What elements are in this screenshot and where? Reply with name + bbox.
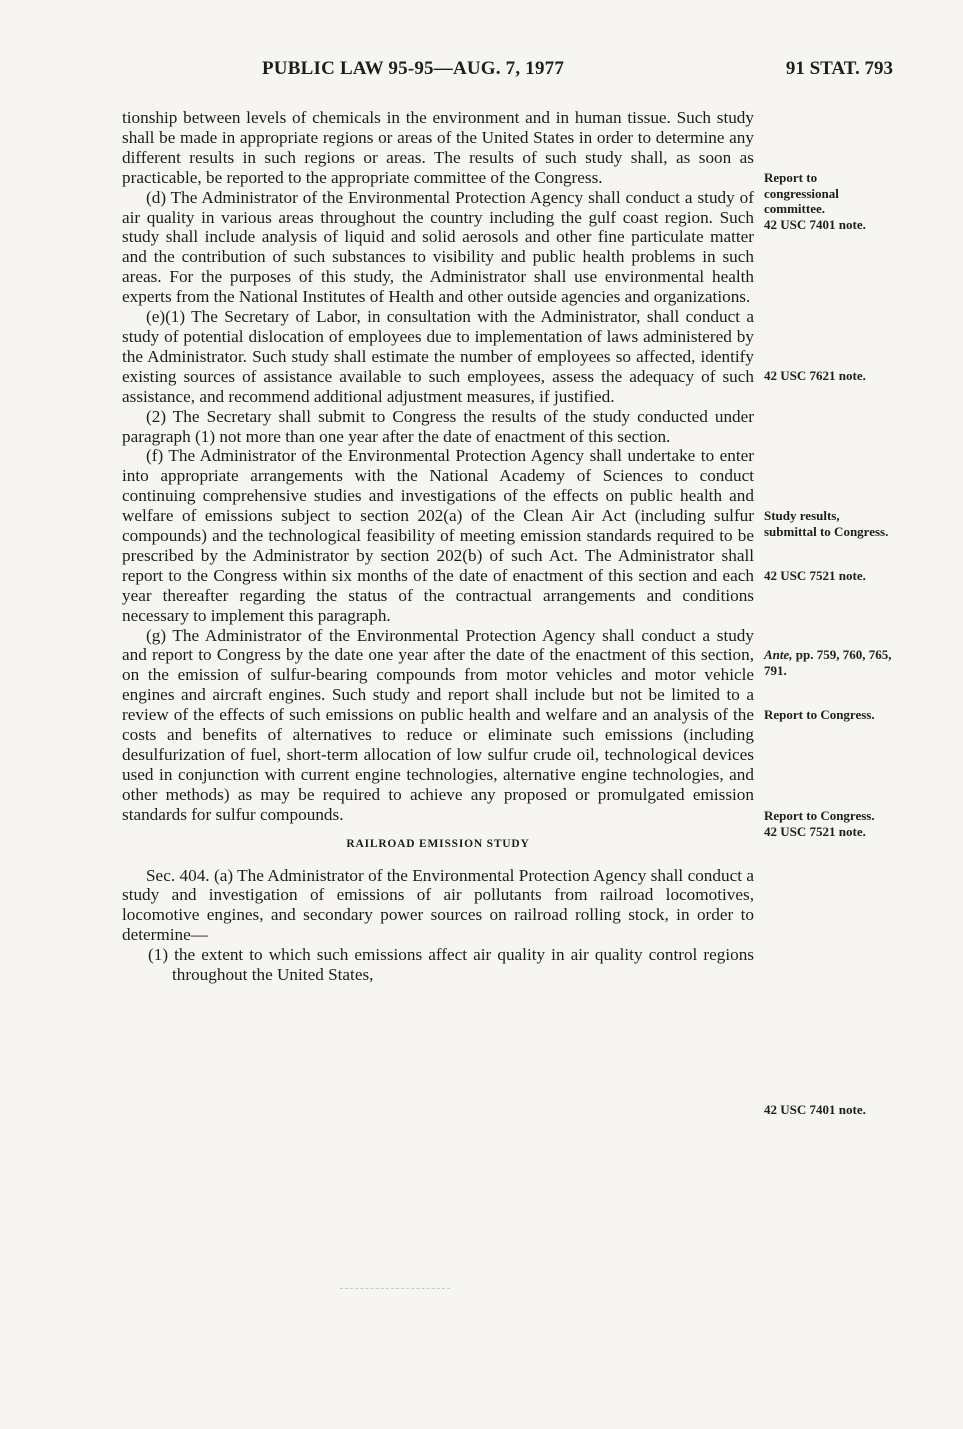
margin-note-ante-pages: pp. 759, 760, 765, 791. [764, 647, 892, 678]
margin-note-citation-7621: 42 USC 7621 note. [764, 368, 866, 383]
scan-mark [340, 1288, 450, 1292]
margin-note-report [764, 170, 894, 232]
statute-page-number: 91 STAT. 793 [785, 58, 893, 79]
paragraph-f: (f) The Administrator of the Environmental Protection Agency shall undertake to enter into appropriate arrangements with the National Academy of Sciences to conduct continuing comprehensive studies and investigations of the effects on public health and welfare of emissions subject to section 202(a) of the Clean Air Act (including sulfur compounds) and the technological feasibility of meeting emission standards required to be prescribed by the Administrator by section 202(b) of such Act. The Administrator shall report to the Congress within six months of the date of enactment of this section and each year thereafter regarding the status of the contractual arrangements and conditions necessary to implement this paragraph. [122, 446, 754, 625]
margin-note-study-results: Study results, submittal to Congress. [764, 508, 889, 539]
margin-note-citation-7401: 42 USC 7401 note. [764, 1102, 866, 1117]
margin-note-text: Report to congressional committee. [764, 170, 839, 216]
body-text [122, 108, 754, 985]
paragraph-sec-404: Sec. 404. (a) The Administrator of the Environmental Protection Agency shall conduct a study and investigation of emissions of air pollutants from railroad locomotives, locomotive engines, and secondary power sources on railroad rolling stock, in order to determine— [122, 865, 754, 945]
section-heading: RAILROAD EMISSION STUDY [346, 837, 530, 850]
paragraph-continuation: tionship between levels of chemicals in the environment and in human tissue. Such study shall be made in appropriate regions or areas of the United States in order to determine any different results in such regions or areas. The results of such study shall, as soon as practicable, be reported to the appropriate committee of the Congress. [122, 108, 754, 187]
margin-note-ante [764, 647, 894, 678]
margin-note-citation: 42 USC 7401 note. [764, 216, 866, 232]
paragraph-item-1: (1) the extent to which such emissions affect air quality in air quality control regions throughout the United States, [148, 945, 754, 985]
header-title: PUBLIC LAW 95-95—AUG. 7, 1977 [262, 58, 565, 79]
page-header [262, 58, 893, 88]
paragraph-e2: (2) The Secretary shall submit to Congress the results of the study conducted under paragraph (1) not more than one year after the date of enactment of this section. [122, 406, 754, 446]
margin-note-text: Report to Congress. [764, 808, 875, 823]
margin-note-citation: 42 USC 7521 note. [764, 823, 866, 839]
paragraph-g: (g) The Administrator of the Environmental Protection Agency shall conduct a study and report to Congress by the date one year after the date of the enactment of this section, on the emission of sulfur-bearing compounds from motor vehicles and motor vehicle engines and aircraft engines. Such study and report shall include but not be limited to a review of the effects of such emissions on public health and welfare and an analysis of the costs and benefits of alternatives to reduce or eliminate such emissions (including desulfurization of fuel, short-term allocation of low sulfur crude oil, technological devices used in conjunction with current engine technologies, alternative engine technologies, and other methods) as may be required to achieve any proposed or promulgated emission standards for sulfur compounds. [122, 625, 754, 824]
margin-note-report-g [764, 808, 894, 839]
paragraph-e1: (e)(1) The Secretary of Labor, in consultation with the Administrator, shall conduct a study of potential dislocation of employees due to implementation of laws administered by the Administrator. Such study shall estimate the number of employees so affected, identify existing sources of assistance available to such employees, assess the adequacy of such assistance, and recommend additional adjustment measures, if justified. [122, 307, 754, 406]
paragraph-d: (d) The Administrator of the Environmental Protection Agency shall conduct a study of air quality in various areas throughout the country including the gulf coast region. Such study shall include analysis of liquid and solid aerosols and other fine particulate matter and the contribution of such substances to visibility and public health problems in such areas. For the purposes of this study, the Administrator shall use environmental health experts from the National Institutes of Health and other outside agencies and organizations. [122, 187, 754, 307]
margin-note-ante-italic: Ante, [764, 647, 793, 662]
margin-note-citation-7521: 42 USC 7521 note. [764, 568, 866, 583]
margin-note-report-congress: Report to Congress. [764, 707, 875, 722]
